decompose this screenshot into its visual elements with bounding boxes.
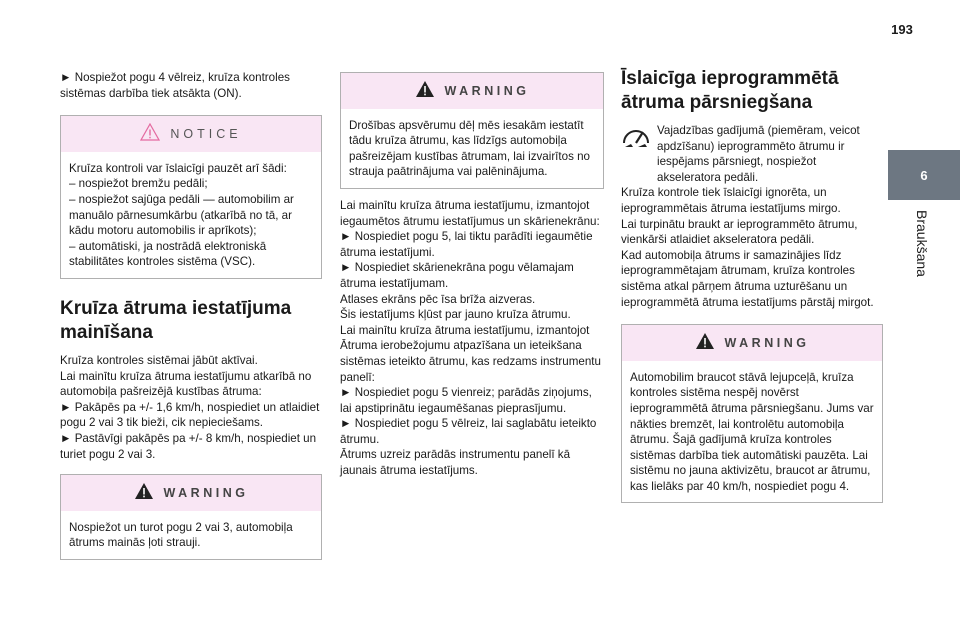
section-line: ► Pakāpēs pa +/- 1,6 km/h, nospiediet un atlaidiet pogu 2 vai 3 tik bieži, cik nepieciešams. [60, 400, 320, 430]
body-line: ► Nospiediet skārienekrāna pogu vēlamajam ātruma iestatījumam. [340, 261, 574, 290]
notice-line: Kruīza kontroli var īslaicīgi pauzēt arī šādi: [69, 161, 287, 175]
warning-title: WARNING [724, 335, 810, 350]
body-line: ► Nospiediet pogu 5 vēlreiz, lai saglabātu ieteikto ātrumu. [340, 417, 597, 446]
page-number: 193 [891, 22, 913, 37]
warning-box-1 [60, 474, 322, 560]
body-line: Atlases ekrāns pēc īsa brīža aizveras. [340, 292, 536, 306]
column-2-text [340, 198, 604, 479]
warning-box-2 [340, 72, 604, 189]
body-line: Šis iestatījums kļūst par jauno kruīza ātrumu. [340, 308, 571, 322]
warning-text: Automobilim braucot stāvā lejupceļā, kruīza kontroles sistēma nespēj novērst ieprogrammētā ātruma pārsniegšanu. Jums var nākties bremzēt, lai kontrolētu automobiļa ātrumu. Šajā gadījumā kruīza kontroles sistēmas darbība tiek automātiski pauzēta. Lai sistēmu no jauna aktivizētu, braucot ar ātrumu, kas lielāks par 40 km/h, nospiediet pogu 4. [630, 370, 874, 493]
section-title-cruise-speed-change: Kruīza ātruma iestatījuma mainīšana [60, 297, 292, 343]
chapter-label-wrap [912, 210, 934, 300]
warning-body [622, 361, 882, 503]
column-1 [60, 70, 322, 560]
warning-body [61, 511, 321, 559]
notice-header [61, 116, 321, 152]
chapter-tab[interactable] [888, 150, 960, 200]
warning-triangle-icon [415, 80, 435, 103]
speedometer-overtake-icon [621, 123, 651, 185]
body-line: Lai mainītu kruīza ātruma iestatījumu, izmantojot iegaumētos ātrumu iestatījumus un skārienekrānu: [340, 198, 600, 228]
warning-body [341, 109, 603, 188]
notice-line: – nospiežot bremžu pedāli; [69, 177, 208, 191]
notice-body [61, 152, 321, 278]
section-title-temporary-overspeed: Īslaicīga ieprogrammētā ātruma pārsniegšana [621, 68, 839, 113]
body-line: Lai mainītu kruīza ātruma iestatījumu, izmantojot Ātruma ierobežojumu atpazīšana un ieteikšana sistēmas ieteikto ātrumu, kas redzams instrumentu panelī: [340, 323, 601, 384]
column-3 [621, 70, 883, 503]
warning-title: WARNING [163, 485, 249, 500]
warning-title: WARNING [444, 83, 530, 98]
body-line: ► Nospiediet pogu 5, lai tiktu parādīti iegaumētie ātruma iestatījumi. [340, 230, 593, 259]
warning-triangle-icon [695, 332, 715, 355]
chapter-number: 6 [920, 167, 928, 183]
warning-text: Nospiežot un turot pogu 2 vai 3, automobiļa ātrums mainās ļoti strauji. [69, 520, 293, 550]
section-line: ► Pastāvīgi pakāpēs pa +/- 8 km/h, nospiediet un turiet pogu 2 vai 3. [60, 431, 317, 461]
notice-title: NOTICE [170, 126, 242, 141]
section-line: Lai mainītu kruīza ātruma iestatījumu atkarībā no automobiļa pašreizējā kustības ātruma: [60, 369, 312, 399]
notice-box [60, 115, 322, 279]
intro-text: ► Nospiežot pogu 4 vēlreiz, kruīza kontroles sistēmas darbība tiek atsākta (ON). [60, 71, 290, 100]
warning-box-3 [621, 324, 883, 503]
body-line: Kruīza kontrole tiek īslaicīgi ignorēta, un ieprogrammētais ātruma iestatījums mirgo. [621, 186, 841, 215]
warning-text: Drošības apsvērumu dēļ mēs iesakām iestatīt tādu kruīza ātrumu, kas līdzīgs automobiļa pašreizējam kustības ātrumam, lai izvairītos no strauja paātrinājuma vai palēninājuma. [349, 118, 590, 179]
body-line: Lai turpinātu braukt ar ieprogrammēto ātrumu, vienkārši atlaidiet akseleratora pedāli. [621, 217, 858, 247]
chapter-label: Braukšana [914, 210, 930, 277]
body-line: Ātrums uzreiz parādās instrumentu panelī kā jaunais ātruma iestatījums. [340, 448, 571, 478]
warning-header [61, 475, 321, 511]
body-line: Kad automobiļa ātrums ir samazinājies līdz ieprogrammētajam ātrumam, kruīza kontroles sistēma atkal pārņem ātruma uzturēšanu un ieprogrammētā ātruma iestatījums pārstāj mirgot. [621, 248, 874, 309]
warning-header [341, 73, 603, 109]
notice-line: – automātiski, ja nostrādā elektroniskā stabilitātes kontroles sistēma (VSC). [69, 239, 267, 269]
body-line: ► Nospiediet pogu 5 vienreiz; parādās ziņojums, lai apstiprinātu iegaumēšanas pieprasījumu. [340, 386, 592, 415]
notice-line: – nospiežot sajūga pedāli — automobilim ar manuālo pārnesumkārbu (atkarībā no tā, ar kādu motoru automobilis ir aprīkots); [69, 192, 294, 238]
section-line: Kruīza kontroles sistēmai jābūt aktīvai. [60, 353, 258, 367]
column-2 [340, 70, 604, 479]
warning-header [622, 325, 882, 361]
overtake-paragraph [621, 123, 883, 185]
notice-triangle-icon [140, 123, 160, 146]
body-line: Vajadzības gadījumā (piemēram, veicot apdzīšanu) ieprogrammēto ātrumu ir iespējams pārsniegt, nospiežot akseleratora pedāli. [657, 124, 860, 184]
warning-triangle-icon [134, 482, 154, 505]
